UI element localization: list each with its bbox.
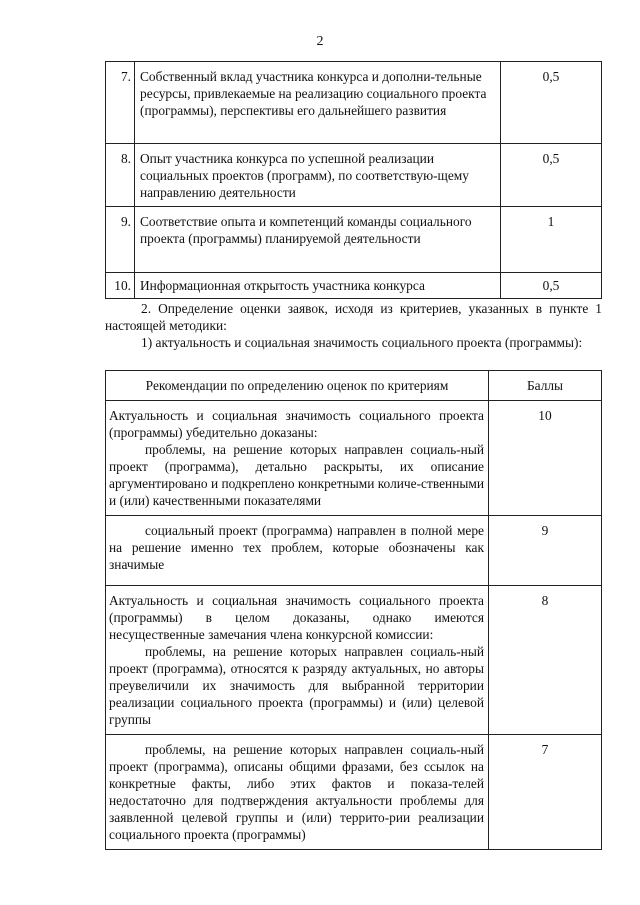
criterion-number: 8. <box>106 144 135 207</box>
recommendation-body: проблемы, на решение которых направлен социаль-ный проект (программа), относятся к разряду актуальных, но авторы преувеличили их значимость для выбранной территории реализации социального проекта (программы) и (или) целевой группы <box>109 644 484 727</box>
recommendation-body: проблемы, на решение которых направлен социаль-ный проект (программа), детально раскрыты, их описание аргументировано и подкреплено конкретными количе-ственными и (или) качественными показателями <box>109 442 485 508</box>
paragraph-evaluation: 2. Определение оценки заявок, исходя из критериев, указанных в пункте 1 настоящей методики: <box>105 301 602 333</box>
table-row <box>106 516 602 586</box>
recommendation-cell <box>106 735 489 850</box>
criterion-number: 9. <box>106 207 135 273</box>
criterion-score: 0,5 <box>501 144 602 207</box>
header-score: Баллы <box>489 371 602 401</box>
recommendation-lead: Актуальность и социальная значимость социального проекта (программы) убедительно доказаны: <box>109 408 484 440</box>
criterion-score: 0,5 <box>501 62 602 144</box>
criterion-text: Собственный вклад участника конкурса и дополни-тельные ресурсы, привлекаемые на реализацию социального проекта (программы), перспективы его дальнейшего развития <box>135 62 501 144</box>
recommendation-lead: Актуальность и социальная значимость социального проекта (программы) в целом доказаны, однако имеются несущественные замечания члена конкурсной комиссии: <box>109 593 484 642</box>
recommendation-score: 9 <box>489 516 602 586</box>
recommendation-cell <box>106 516 489 586</box>
criterion-score: 0,5 <box>501 273 602 299</box>
paragraph-relevance: 1) актуальность и социальная значимость социального проекта (программы): <box>141 335 583 350</box>
recommendation-score: 7 <box>489 735 602 850</box>
table-header-row <box>106 371 602 401</box>
criterion-number: 10. <box>106 273 135 299</box>
table-row <box>106 62 602 144</box>
criterion-number: 7. <box>106 62 135 144</box>
recommendation-body: социальный проект (программа) направлен в полной мере на решение именно тех проблем, которые обозначены как значимые <box>109 523 484 572</box>
recommendation-cell <box>106 401 489 516</box>
criterion-score: 1 <box>501 207 602 273</box>
recommendation-score: 10 <box>489 401 602 516</box>
table-row <box>106 586 602 735</box>
table-row <box>106 207 602 273</box>
table-row <box>106 401 602 516</box>
recommendations-table <box>105 370 602 850</box>
recommendation-cell <box>106 586 489 735</box>
recommendation-body: проблемы, на решение которых направлен социаль-ный проект (программа), описаны общими фразами, без ссылок на конкретные факты, либо этих фактов и показа-телей недостаточно для подтверждения актуальности проблемы для заявленной целевой группы и (или) террито-рии реализации социального проекта (программы) <box>109 742 484 842</box>
criterion-text: Опыт участника конкурса по успешной реализации социальных проектов (программ), по соответствую-щему направлению деятельности <box>135 144 501 207</box>
table-row <box>106 144 602 207</box>
criterion-text: Соответствие опыта и компетенций команды социального проекта (программы) планируемой деятельности <box>135 207 501 273</box>
criterion-text: Информационная открытость участника конкурса <box>135 273 501 299</box>
recommendation-score: 8 <box>489 586 602 735</box>
page-number: 2 <box>316 34 324 49</box>
criteria-table <box>105 61 602 299</box>
table-row <box>106 735 602 850</box>
table-row <box>106 273 602 299</box>
header-recommendations: Рекомендации по определению оценок по критериям <box>106 371 489 401</box>
